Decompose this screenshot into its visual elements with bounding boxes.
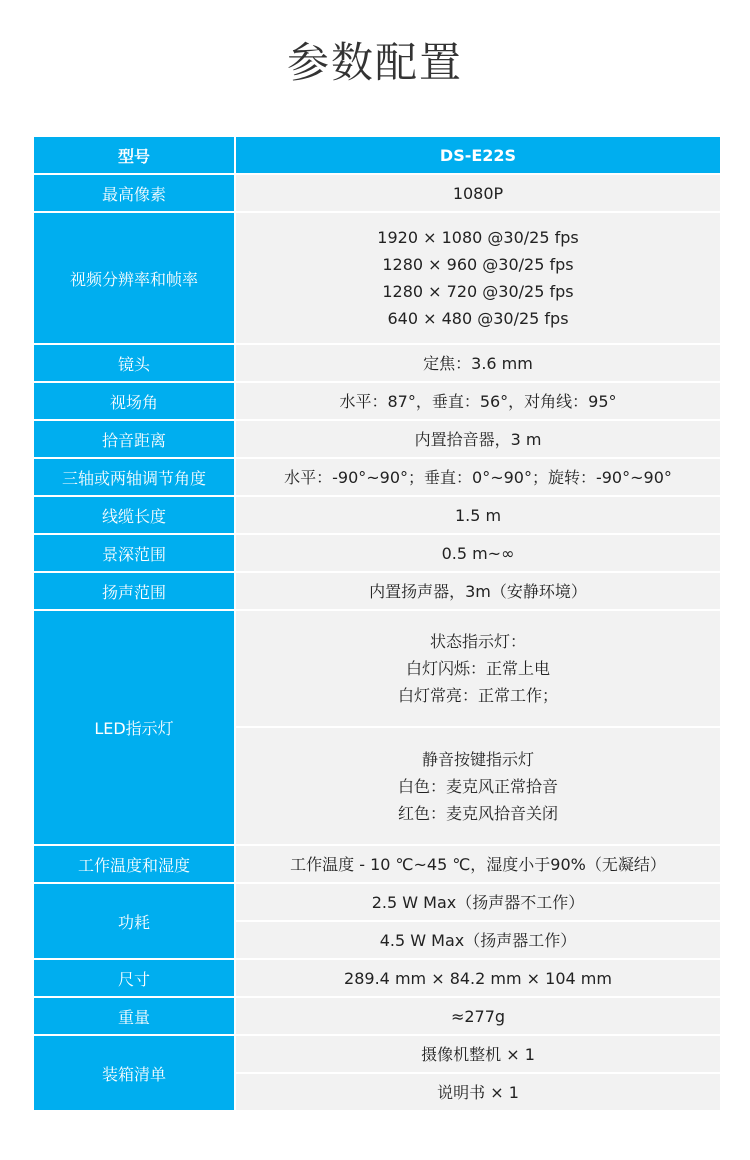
spec-value-cell: [236, 213, 720, 343]
spec-value-line: 0.5 m~∞: [441, 543, 515, 563]
spec-value-cell: [236, 846, 720, 882]
spec-value-cell: [236, 960, 720, 996]
spec-value: [236, 497, 720, 533]
spec-header-value-box: [236, 137, 720, 173]
spec-value-line: 289.4 mm × 84.2 mm × 104 mm: [344, 968, 612, 988]
spec-row: [34, 211, 720, 343]
spec-label: 尺寸: [34, 960, 236, 996]
spec-row: [34, 533, 720, 571]
spec-value-line: 4.5 W Max（扬声器工作）: [379, 930, 577, 950]
spec-label: 景深范围: [34, 535, 236, 571]
spec-value-cell: [236, 884, 720, 920]
spec-value-cell: [236, 573, 720, 609]
spec-value-line: 白灯常亮：正常工作；: [397, 686, 558, 705]
spec-label: 拾音距离: [34, 421, 236, 457]
spec-label: 视频分辨率和帧率: [34, 213, 236, 343]
spec-value: [236, 213, 720, 343]
spec-row: [34, 381, 720, 419]
spec-row: [34, 996, 720, 1034]
spec-label: LED指示灯: [34, 611, 236, 844]
spec-header-label: 型号: [34, 137, 236, 173]
spec-value-line: 1920 × 1080 @30/25 fps: [377, 228, 579, 247]
spec-row: [34, 882, 720, 958]
spec-label: 三轴或两轴调节角度: [34, 459, 236, 495]
spec-label: 视场角: [34, 383, 236, 419]
spec-row: [34, 1034, 720, 1110]
spec-value: [236, 1036, 720, 1110]
spec-label: 最高像素: [34, 175, 236, 211]
spec-value-line: 静音按键指示灯: [421, 749, 534, 769]
spec-value: [236, 459, 720, 495]
spec-value-cell: [236, 175, 720, 211]
spec-value-line: 水平：-90°~90°；垂直：0°~90°；旋转：-90°~90°: [284, 467, 672, 487]
spec-value-cell: [236, 383, 720, 419]
spec-value-line: ≈277g: [450, 1006, 506, 1026]
spec-row: [34, 609, 720, 844]
spec-value-line: 说明书 × 1: [437, 1082, 519, 1102]
spec-value: [236, 573, 720, 609]
spec-value-line: 状态指示灯：: [429, 632, 526, 651]
spec-value-line: 定焦：3.6 mm: [423, 353, 533, 373]
spec-value: [236, 345, 720, 381]
spec-value-cell: [236, 345, 720, 381]
spec-row: [34, 844, 720, 882]
spec-value: [236, 175, 720, 211]
spec-label: 镜头: [34, 345, 236, 381]
spec-label: 功耗: [34, 884, 236, 958]
spec-value-line: 白色：麦克风正常拾音: [397, 776, 558, 796]
spec-value-line: 摄像机整机 × 1: [421, 1044, 535, 1064]
spec-value: [236, 421, 720, 457]
spec-row: [34, 958, 720, 996]
spec-row: [34, 173, 720, 211]
spec-value-line: 工作温度 - 10 ℃~45 ℃，湿度小于90%（无凝结）: [290, 854, 666, 874]
spec-value-line: 1280 × 720 @30/25 fps: [382, 282, 574, 301]
spec-value: [236, 535, 720, 571]
spec-value: [236, 884, 720, 958]
spec-value-cell: [236, 497, 720, 533]
spec-value-line: 640 × 480 @30/25 fps: [387, 309, 569, 328]
spec-header-value: DS-E22S: [439, 145, 517, 165]
spec-value-line: 红色：麦克风拾音关闭: [397, 803, 558, 823]
spec-value-line: 2.5 W Max（扬声器不工作）: [371, 892, 585, 912]
spec-value: [236, 998, 720, 1034]
spec-value-line: 水平：87°，垂直：56°，对角线：95°: [339, 391, 617, 411]
spec-value-cell: [236, 726, 720, 844]
spec-value-cell: [236, 998, 720, 1034]
spec-value: [236, 960, 720, 996]
spec-row: [34, 343, 720, 381]
spec-row: [34, 457, 720, 495]
spec-value: [236, 383, 720, 419]
spec-label: 重量: [34, 998, 236, 1034]
spec-value-cell: [236, 421, 720, 457]
spec-value-cell: [236, 611, 720, 726]
spec-value-line: 1280 × 960 @30/25 fps: [382, 255, 574, 274]
spec-value: [236, 846, 720, 882]
spec-label: 线缆长度: [34, 497, 236, 533]
spec-row: [34, 419, 720, 457]
spec-value-line: 内置扬声器，3m（安静环境）: [369, 581, 587, 601]
spec-table: [34, 137, 720, 1110]
spec-label: 工作温度和湿度: [34, 846, 236, 882]
spec-value-cell: [236, 535, 720, 571]
page-title: 参数配置: [286, 38, 463, 87]
spec-value-cell: [236, 1036, 720, 1072]
spec-label: 装箱清单: [34, 1036, 236, 1110]
spec-value-line: 白灯闪烁：正常上电: [405, 659, 550, 678]
spec-value-line: 1080P: [452, 183, 504, 203]
spec-row: [34, 571, 720, 609]
spec-value-line: 1.5 m: [454, 505, 502, 525]
spec-value-line: 内置拾音器，3 m: [414, 429, 542, 449]
spec-value-cell: [236, 1072, 720, 1110]
spec-value: [236, 611, 720, 844]
spec-row: [34, 495, 720, 533]
spec-label: 扬声范围: [34, 573, 236, 609]
spec-header-row: [34, 137, 720, 173]
spec-value-cell: [236, 459, 720, 495]
spec-value-cell: [236, 920, 720, 958]
